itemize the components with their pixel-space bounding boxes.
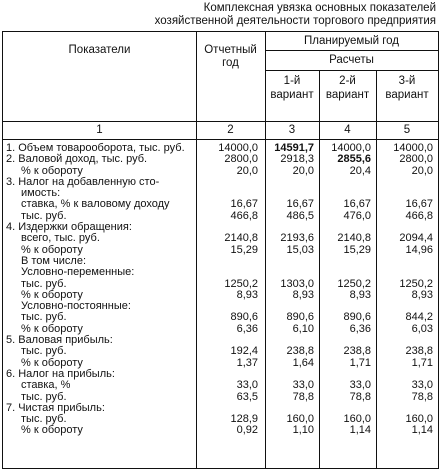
row-value: 1,71 [349,356,371,369]
row-value: 14000,0 [331,142,371,154]
row-value: 78,8 [349,390,371,403]
row-value: 16,67 [286,198,314,211]
header-indicators: Показатели [68,44,131,56]
row-value: 466,8 [405,209,433,222]
row-label: тыс. руб. [21,311,67,324]
table-row [3,346,438,357]
row-value: 1,10 [292,424,314,437]
row-value: 890,6 [286,311,314,324]
row-label: Условно-переменные: [21,266,135,279]
row-value: 192,4 [230,345,258,358]
table-row [3,233,438,244]
row-value: 844,2 [405,311,433,324]
row-label: 6. Налог на прибыль: [6,367,115,380]
row-value: 1250,2 [399,277,433,290]
table-row [3,335,438,346]
row-label: % к обороту [21,424,83,437]
row-label: имость: [21,187,61,200]
row-label: тыс. руб. [21,390,67,403]
row-label: ставка, % к валовому доходу [21,198,170,211]
row-value: 2800,0 [399,153,433,166]
row-label: Условно-постоянные: [21,300,131,313]
row-value: 78,8 [292,390,314,403]
header-reported-year-line2: год [222,57,239,69]
row-value: 6,36 [349,322,371,335]
table-row [3,199,438,210]
row-value: 1,37 [236,356,258,369]
row-label: всего, тыс. руб. [21,232,100,245]
row-value: 238,8 [343,345,371,358]
header-variant1-line1: 1-й [283,75,301,87]
row-value: 466,8 [230,209,258,222]
row-value: 2855,6 [337,153,371,166]
header-variant3-line1: 3-й [398,75,416,87]
row-value: 890,6 [343,311,371,324]
table-body [3,143,438,437]
column-number-4: 4 [344,124,351,136]
row-divider [3,121,438,122]
row-value: 2800,0 [224,153,258,166]
row-value: 8,93 [236,288,258,301]
row-label: 3. Налог на добавленную сто- [6,175,160,188]
table-row [3,267,438,278]
header-variant2-line1: 2-й [339,75,356,87]
row-value: 8,93 [292,288,314,301]
table-row [3,177,438,188]
row-value: 14000,0 [218,142,258,154]
row-value: 1,14 [411,424,433,437]
row-label: тыс. руб. [21,209,67,222]
row-value: 33,0 [349,379,371,392]
row-value: 128,9 [230,413,258,426]
row-value: 238,8 [286,345,314,358]
row-value: 63,5 [236,390,258,403]
row-label: % к обороту [21,288,83,301]
row-divider [265,50,438,51]
column-number-5: 5 [403,124,411,136]
row-value: 15,29 [230,243,258,256]
row-value: 14000,0 [393,142,433,154]
column-number-1: 1 [96,124,103,136]
header-calculations: Расчеты [329,54,374,66]
row-value: 8,93 [349,288,371,301]
row-value: 2193,6 [280,232,314,245]
row-value: 6,36 [236,322,258,335]
row-divider [3,139,438,140]
row-label: % к обороту [21,356,83,369]
row-value: 20,0 [292,164,314,177]
table-row [3,301,438,312]
row-value: 2140,8 [337,232,371,245]
row-label: тыс. руб. [21,413,67,426]
document-title [6,2,436,28]
row-value: 2094,4 [399,232,433,245]
row-value: 15,03 [286,243,314,256]
row-label: 5. Валовая прибыль: [6,334,113,347]
title-line-1: Комплексная увязка основных показателей [203,2,436,14]
row-value: 16,67 [230,198,258,211]
row-value: 14,96 [405,243,433,256]
row-value: 15,29 [343,243,371,256]
row-value: 20,0 [236,164,258,177]
row-value: 78,8 [411,390,433,403]
row-value: 160,0 [343,413,371,426]
header-variant2-line2: вариант [325,89,370,101]
row-value: 486,5 [286,209,314,222]
row-value: 20,4 [349,164,371,177]
row-label: % к обороту [21,322,83,335]
row-label: В том числе: [21,254,87,267]
row-value: 6,10 [292,322,314,335]
row-label: ставка, % [21,379,71,392]
row-value: 6,03 [411,322,433,335]
column-number-3: 3 [288,124,296,136]
row-label: тыс. руб. [21,277,67,290]
row-value: 1,14 [349,424,371,437]
row-value: 16,67 [343,198,371,211]
row-value: 1,71 [411,356,433,369]
table-row [3,380,438,391]
row-value: 1250,2 [224,277,258,290]
row-label: тыс. руб. [21,345,67,358]
header-variant1-line2: вариант [270,89,314,101]
row-value: 0,92 [236,424,258,437]
table-row [3,425,438,436]
row-label: 2. Валовой доход, тыс. руб. [6,153,148,166]
row-value: 476,0 [343,209,371,222]
row-value: 8,93 [411,288,433,301]
header-variant3-line2: вариант [385,89,429,101]
row-label: 7. Чистая прибыль: [6,401,105,414]
row-value: 2918,3 [280,153,314,166]
row-value: 20,0 [411,164,433,177]
row-value: 33,0 [236,379,258,392]
column-number-2: 2 [227,124,234,136]
row-value: 160,0 [286,413,314,426]
row-label: 1. Объем товарооборота, тыс. руб. [6,142,185,154]
row-value: 1250,2 [337,277,371,290]
header-reported-year-line1: Отчетный [204,44,257,56]
row-value: 33,0 [292,379,314,392]
title-line-2: хозяйственной деятельности торгового предприятия [154,15,436,27]
row-value: 1,64 [292,356,314,369]
table-row [3,403,438,414]
table-row [3,154,438,165]
row-value: 14591,7 [274,142,314,154]
row-value: 33,0 [411,379,433,392]
row-value: 160,0 [405,413,433,426]
row-label: % к обороту [21,164,83,177]
row-value: 16,67 [405,198,433,211]
row-value: 238,8 [405,345,433,358]
row-value: 1303,0 [280,277,314,290]
row-divider [265,70,438,71]
row-label: % к обороту [21,243,83,256]
row-value: 890,6 [230,311,258,324]
indicators-table [2,31,439,469]
row-value: 2140,8 [224,232,258,245]
row-label: 4. Издержки обращения: [6,221,132,234]
header-planned-year: Планируемый год [303,35,399,47]
